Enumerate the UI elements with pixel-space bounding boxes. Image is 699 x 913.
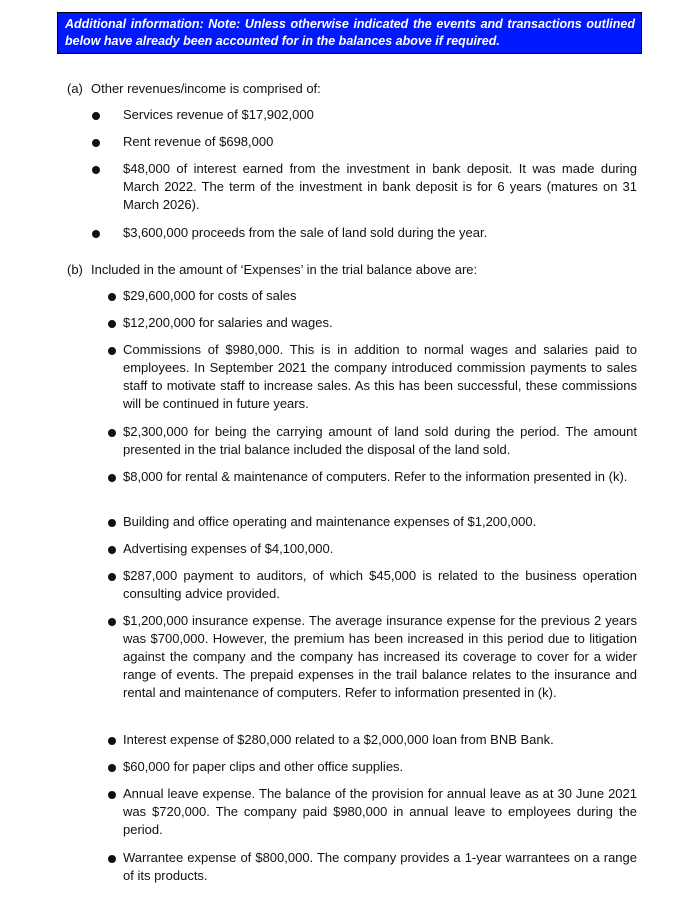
bullet-icon [108,347,116,355]
list-item: $287,000 payment to auditors, of which $45,000 is related to the business operation consulting advice provided. [123,568,637,601]
bullet-icon [108,737,116,745]
section-b-label: (b) [67,262,83,277]
bullet-icon [108,855,116,863]
bullet-icon [108,546,116,554]
list-item: $48,000 of interest earned from the investment in bank deposit. It was made during March 2022. The term of the investment in bank deposit is for 6 years (matures on 31 March 2026). [123,161,637,212]
section-b-heading [67,261,477,279]
bullet-icon [92,230,100,238]
bullet-icon [108,573,116,581]
bullet-icon [92,139,100,147]
bullet-icon [108,519,116,527]
list-item: $8,000 for rental & maintenance of computers. Refer to the information presented in (k). [123,469,628,484]
list-item: Rent revenue of $698,000 [123,134,274,149]
bullet-icon [108,764,116,772]
bullet-icon [108,474,116,482]
bullet-icon [108,791,116,799]
list-item: $29,600,000 for costs of sales [123,288,297,303]
section-b-title: Included in the amount of ‘Expenses’ in the trial balance above are: [91,262,478,277]
bullet-icon [108,618,116,626]
list-item: Annual leave expense. The balance of the provision for annual leave as at 30 June 2021 was $720,000. The company paid $980,000 in annual leave to employees during the period. [123,786,637,837]
list-item: $3,600,000 proceeds from the sale of land sold during the year. [123,225,488,240]
list-item: Warrantee expense of $800,000. The company provides a 1-year warrantees on a range of its products. [123,850,637,883]
list-item: $12,200,000 for salaries and wages. [123,315,333,330]
list-item: $60,000 for paper clips and other office supplies. [123,759,404,774]
bullet-icon [92,112,100,120]
bullet-icon [108,320,116,328]
additional-info-banner: Additional information: Note: Unless otherwise indicated the events and transactions outlined below have already been accounted for in the balances above if required. [57,12,642,54]
bullet-icon [92,166,100,174]
list-item: Building and office operating and maintenance expenses of $1,200,000. [123,514,537,529]
section-a-label: (a) [67,81,83,96]
list-item: $2,300,000 for being the carrying amount of land sold during the period. The amount presented in the trial balance included the disposal of the land sold. [123,424,637,457]
list-item: Services revenue of $17,902,000 [123,107,314,122]
bullet-icon [108,293,116,301]
list-item: $1,200,000 insurance expense. The average insurance expense for the previous 2 years was $700,000. However, the premium has been increased in this period due to litigation against the company and the company has increased its coverage to cover for a wider range of events. The prepaid expenses in the trail balance relates to the insurance and rental and maintenance of computers. Refer to information presented in (k). [123,613,637,700]
section-a-title: Other revenues/income is comprised of: [91,81,321,96]
list-item: Advertising expenses of $4,100,000. [123,541,334,556]
section-a-heading [67,80,321,98]
bullet-icon [108,429,116,437]
list-item: Interest expense of $280,000 related to a $2,000,000 loan from BNB Bank. [123,732,554,747]
list-item: Commissions of $980,000. This is in addition to normal wages and salaries paid to employees. In September 2021 the company introduced commission payments to sales staff to motivate staff to increase sales. As this has been successful, these commissions will be continued in future years. [123,342,637,411]
